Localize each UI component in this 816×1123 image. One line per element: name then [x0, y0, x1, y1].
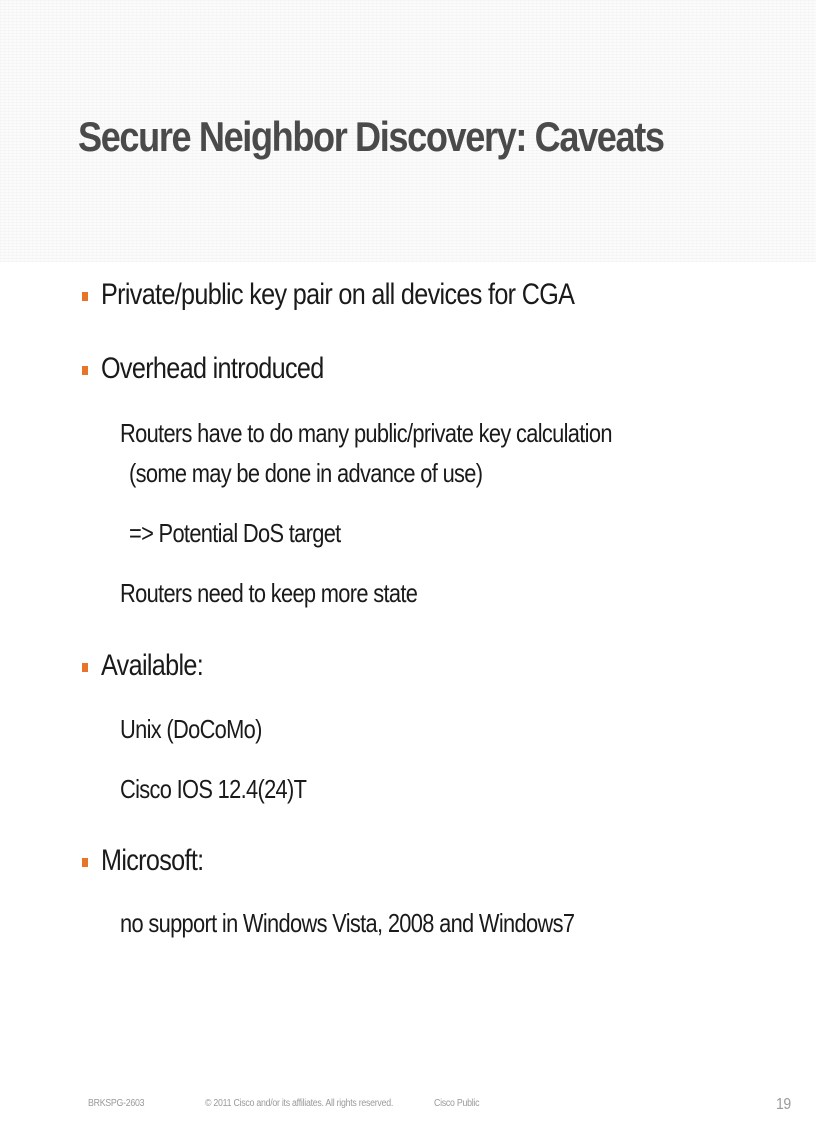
bullet-key-pair: Private/public key pair on all devices for CGA — [101, 278, 575, 311]
square-bullet-icon — [82, 292, 88, 301]
footer-session-code: BRKSPG-2603 — [88, 1098, 145, 1109]
bullet-microsoft: Microsoft: — [101, 844, 204, 877]
sub-cisco-ios: Cisco IOS 12.4(24)T — [120, 774, 307, 804]
sub-dos-target: => Potential DoS target — [129, 518, 341, 548]
bullet-available: Available: — [101, 649, 204, 682]
square-bullet-icon — [82, 366, 88, 375]
slide-title: Secure Neighbor Discovery: Caveats — [78, 113, 664, 160]
footer-copyright: © 2011 Cisco and/or its affiliates. All rights reserved. — [205, 1098, 394, 1109]
sub-routers-state: Routers need to keep more state — [120, 578, 418, 608]
sub-unix-docomo: Unix (DoCoMo) — [120, 714, 262, 744]
footer-classification: Cisco Public — [434, 1098, 480, 1109]
bullet-overhead: Overhead introduced — [101, 352, 324, 385]
sub-routers-calculation-cont: (some may be done in advance of use) — [129, 458, 483, 488]
sub-routers-calculation: Routers have to do many public/private key calculation — [120, 418, 612, 448]
sub-no-support-windows: no support in Windows Vista, 2008 and Windows7 — [120, 908, 575, 938]
square-bullet-icon — [82, 858, 88, 867]
page-number: 19 — [776, 1096, 791, 1113]
square-bullet-icon — [82, 663, 88, 672]
